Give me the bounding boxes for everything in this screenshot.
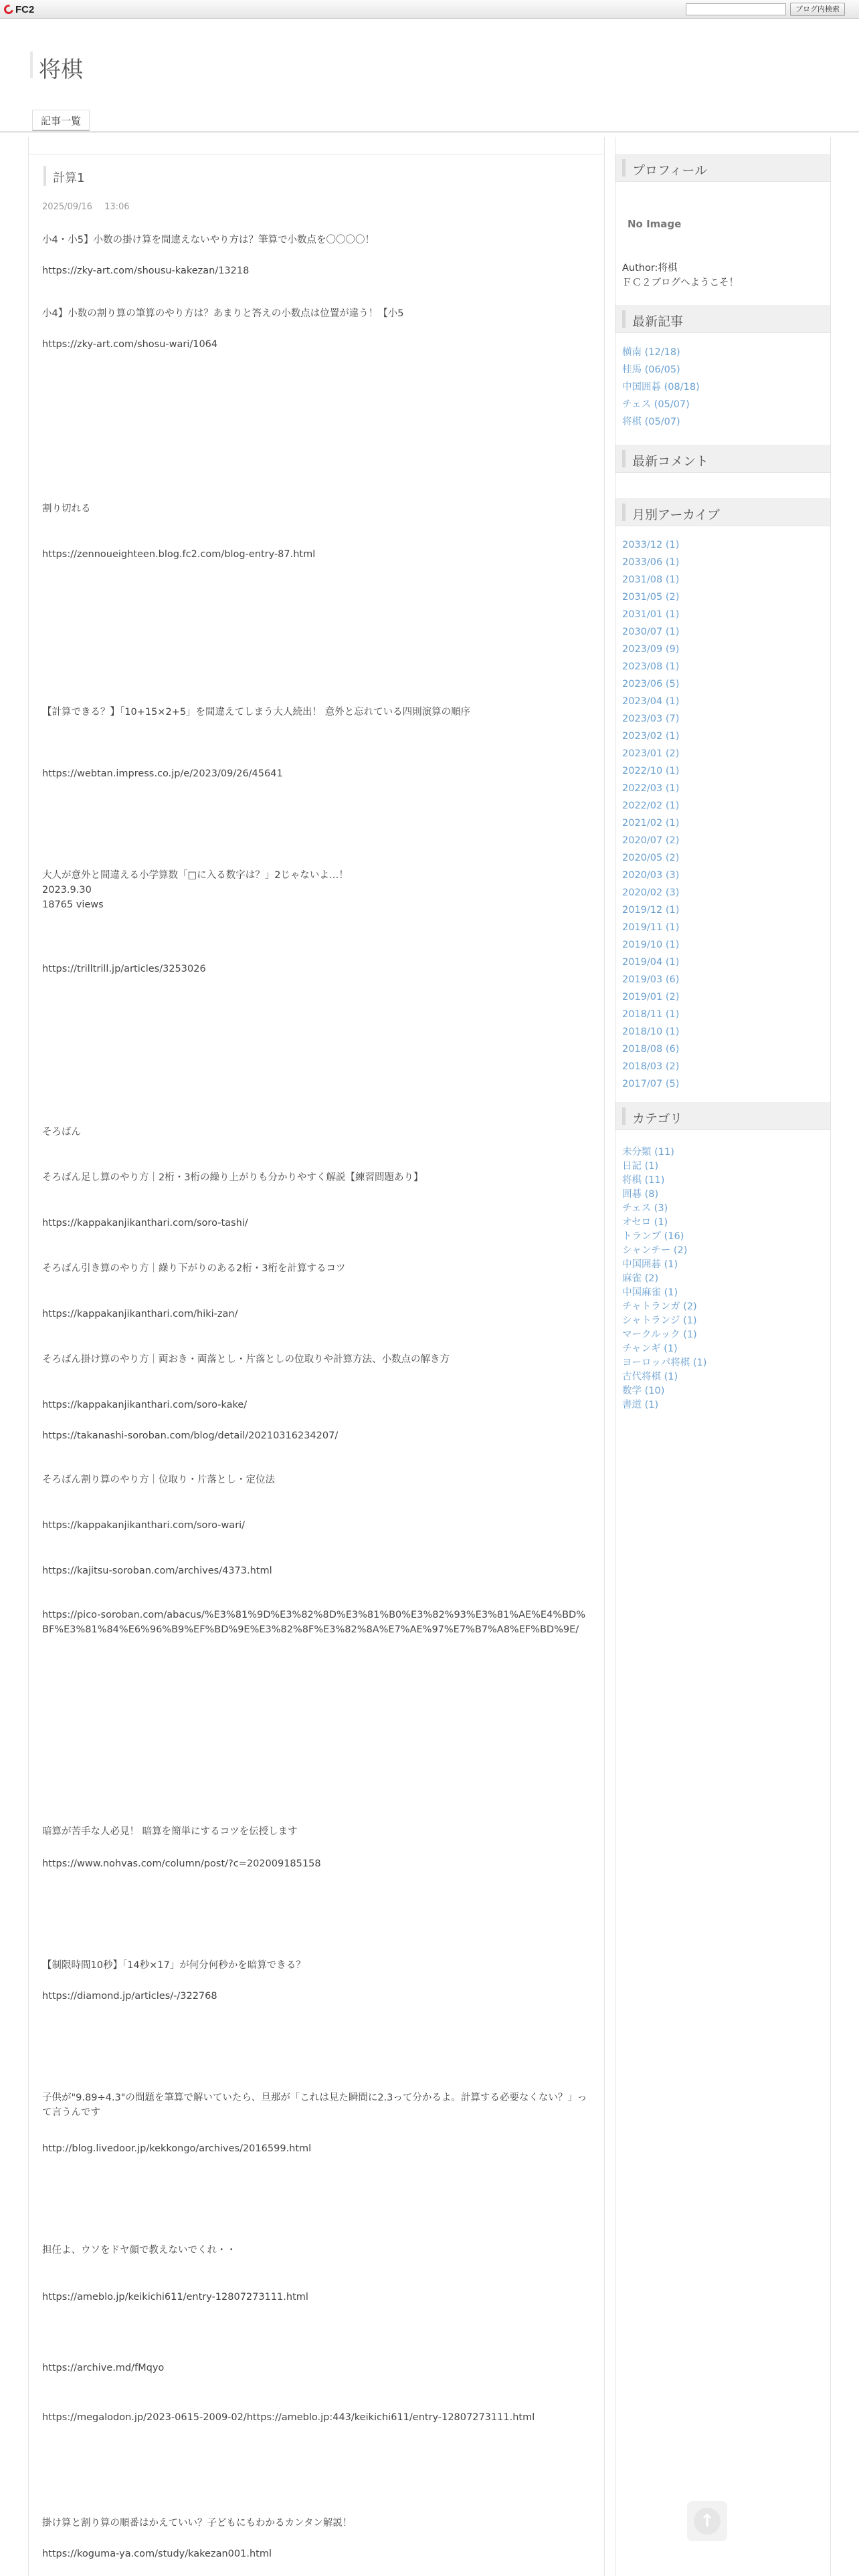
site-title[interactable]: 将棋 <box>39 56 83 82</box>
article-paragraph: そろばん掛け算のやり方｜両おき・両落とし・片落としの位取りや計算方法、小数点の解き方 <box>42 1354 450 1365</box>
archive-month-link[interactable]: 2033/12 (1) <box>622 540 680 550</box>
article-link[interactable]: https://webtan.impress.co.jp/e/2023/09/26/45641 <box>42 768 283 779</box>
article-paragraph: 18765 views <box>42 899 104 910</box>
category-link[interactable]: 囲碁 (8) <box>622 1189 659 1200</box>
archive-month-link[interactable]: 2018/03 (2) <box>622 1061 680 1072</box>
category-link[interactable]: 麻雀 (2) <box>622 1273 659 1284</box>
blog-search-input[interactable] <box>686 3 786 15</box>
category-link[interactable]: 古代将棋 (1) <box>622 1372 678 1382</box>
recent-comments-heading-text: 最新コメント <box>632 454 709 469</box>
fc2-logo-text: FC2 <box>15 3 35 15</box>
nav-tab-article-list[interactable]: 記事一覧 <box>32 110 90 132</box>
archive-month-link[interactable]: 2030/07 (1) <box>622 627 680 637</box>
archive-month-link[interactable]: 2021/02 (1) <box>622 818 680 829</box>
profile-welcome: ＦＣ２ブログへようこそ！ <box>622 278 739 288</box>
article-link[interactable]: https://takanashi-soroban.com/blog/detail/20210316234207/ <box>42 1430 339 1441</box>
archive-month-link[interactable]: 2020/07 (2) <box>622 835 680 846</box>
profile-heading-text: プロフィール <box>632 163 708 178</box>
article-link[interactable]: https://kajitsu-soroban.com/archives/4373.html <box>42 1566 272 1576</box>
heading-accent <box>622 310 626 328</box>
archive-month-link[interactable]: 2023/03 (7) <box>622 714 680 724</box>
article-paragraph: 担任よ、ウソをドヤ顔で教えないでくれ・・ <box>42 2245 236 2256</box>
main-content <box>28 137 605 2576</box>
archive-month-link[interactable]: 2019/11 (1) <box>622 922 680 933</box>
article-date-day: 2025/09/16 <box>42 202 92 212</box>
article-link[interactable]: https://koguma-ya.com/study/kakezan001.html <box>42 2549 272 2559</box>
archive-month-link[interactable]: 2022/02 (1) <box>622 800 680 811</box>
archive-month-link[interactable]: 2019/10 (1) <box>622 940 680 950</box>
archive-month-link[interactable]: 2019/04 (1) <box>622 957 680 968</box>
article-paragraph: そろばん <box>42 1127 81 1138</box>
category-link[interactable]: 中国麻雀 (1) <box>622 1287 678 1298</box>
archive-month-link[interactable]: 2018/10 (1) <box>622 1027 680 1037</box>
fc2-logo[interactable] <box>4 3 34 16</box>
article-title[interactable]: 計算1 <box>53 171 85 185</box>
article-link[interactable]: https://archive.md/fMqyo <box>42 2363 165 2373</box>
archive-month-link[interactable]: 2023/08 (1) <box>622 661 680 672</box>
article-paragraph: 2023.9.30 <box>42 885 92 895</box>
category-link[interactable]: ヨーロッパ将棋 (1) <box>622 1358 707 1368</box>
article-paragraph: 大人が意外と間違える小学算数「□に入る数字は？」2じゃないよ…！ <box>42 870 349 881</box>
category-link[interactable]: 書道 (1) <box>622 1400 659 1410</box>
category-link[interactable]: シャトランジ (1) <box>622 1315 697 1326</box>
archive-heading-text: 月別アーカイブ <box>632 508 720 522</box>
archive-month-link[interactable]: 2020/02 (3) <box>622 887 680 898</box>
article-link[interactable]: https://kappakanjikanthari.com/soro-kake/ <box>42 1400 248 1410</box>
category-link[interactable]: マークルック (1) <box>622 1329 697 1340</box>
profile-no-image: No Image <box>628 218 682 230</box>
recent-posts-list <box>622 344 823 431</box>
archive-month-link[interactable]: 2019/12 (1) <box>622 905 680 916</box>
archive-month-link[interactable]: 2031/05 (2) <box>622 592 680 603</box>
main-content-top-border <box>29 137 604 154</box>
archive-month-link[interactable]: 2023/02 (1) <box>622 731 680 742</box>
header-divider <box>0 131 859 133</box>
title-accent-bar <box>30 51 33 78</box>
article-paragraph: そろばん足し算のやり方｜2桁・3桁の繰り上がりも分かりやすく解説【練習問題あり】 <box>42 1172 423 1183</box>
article-paragraph: 小4・小5】小数の掛け算を間違えないやり方は？筆算で小数点を〇〇〇〇！ <box>42 235 375 245</box>
blog-header <box>0 19 859 133</box>
archive-month-link[interactable]: 2033/06 (1) <box>622 557 680 568</box>
article-paragraph: 子供が"9.89÷4.3"の問題を筆算で解いていたら、旦那が「これは見た瞬間に2.3って分かるよ。計算する必要なくない？」って言うんです <box>42 2092 587 2118</box>
article-link[interactable]: http://blog.livedoor.jp/kekkongo/archives/2016599.html <box>42 2143 312 2154</box>
article-link[interactable]: https://ameblo.jp/keikichi611/entry-12807273111.html <box>42 2292 308 2302</box>
article-link[interactable]: https://zky-art.com/shosu-wari/1064 <box>42 339 218 350</box>
archive-month-link[interactable]: 2020/05 (2) <box>622 853 680 863</box>
archive-heading <box>615 498 830 526</box>
archive-month-link[interactable]: 2018/11 (1) <box>622 1009 680 1020</box>
article-link[interactable]: https://zennoueighteen.blog.fc2.com/blog-entry-87.html <box>42 549 316 560</box>
recent-comments-heading <box>615 445 830 473</box>
recent-post-link[interactable]: 横南 (12/18) <box>622 347 680 358</box>
archive-month-link[interactable]: 2031/08 (1) <box>622 574 680 585</box>
category-link[interactable]: チェス (3) <box>622 1203 668 1214</box>
fc2-logo-icon <box>2 3 15 15</box>
recent-post-link[interactable]: 将棋 (05/07) <box>622 417 680 427</box>
article-link[interactable]: https://kappakanjikanthari.com/soro-wari/ <box>42 1520 246 1531</box>
article-link[interactable]: https://kappakanjikanthari.com/hiki-zan/ <box>42 1309 238 1319</box>
archive-month-link[interactable]: 2023/04 (1) <box>622 696 680 707</box>
article-date <box>42 202 139 212</box>
article-link[interactable]: https://trilltrill.jp/articles/3253026 <box>42 964 206 974</box>
category-link[interactable]: 数学 (10) <box>622 1386 665 1396</box>
article-paragraph: 掛け算と割り算の順番はかえていい？子どもにもわかるカンタン解説！ <box>42 2518 353 2529</box>
article-paragraph: 割り切れる <box>42 504 91 514</box>
recent-posts-heading <box>615 305 830 333</box>
category-list <box>622 1146 823 1412</box>
sidebar-top-border <box>615 137 830 154</box>
article-paragraph: そろばん引き算のやり方｜繰り下がりのある2桁・3桁を計算するコツ <box>42 1263 346 1274</box>
article-paragraph: 【計算できる？】「10+15×2+5」を間違えてしまう大人続出！ 意外と忘れている四則演算の順序 <box>42 707 471 718</box>
category-link[interactable]: 未分類 (11) <box>622 1147 674 1158</box>
article-date-time: 13:06 <box>104 202 130 212</box>
category-link[interactable]: トランプ (16) <box>622 1231 684 1242</box>
recent-posts-heading-text: 最新記事 <box>632 314 684 329</box>
heading-accent <box>622 159 626 177</box>
article-link[interactable]: https://kappakanjikanthari.com/soro-tashi/ <box>42 1218 248 1228</box>
category-link[interactable]: シャンチー (2) <box>622 1245 688 1256</box>
archive-month-link[interactable]: 2022/10 (1) <box>622 766 680 776</box>
scroll-to-top-button[interactable] <box>687 2501 727 2541</box>
arrow-up-icon: ↑ <box>694 2508 721 2535</box>
blog-search-button[interactable]: ブログ内検索 <box>790 3 845 16</box>
category-link[interactable]: オセロ (1) <box>622 1217 668 1228</box>
article-link[interactable]: https://diamond.jp/articles/-/322768 <box>42 1991 217 2002</box>
article-paragraph: そろばん割り算のやり方｜位取り・片落とし・定位法 <box>42 1475 275 1485</box>
profile-author: Author:将棋 <box>622 263 678 274</box>
archive-month-link[interactable]: 2017/07 (5) <box>622 1079 680 1089</box>
sidebar <box>615 137 831 2576</box>
recent-post-link[interactable]: 桂馬 (06/05) <box>622 364 680 375</box>
article-title-accent <box>43 166 46 186</box>
category-heading <box>615 1102 830 1130</box>
archive-month-link[interactable]: 2019/01 (2) <box>622 992 680 1002</box>
archive-month-link[interactable]: 2022/03 (1) <box>622 783 680 794</box>
category-heading-text: カテゴリ <box>632 1111 683 1126</box>
heading-accent <box>622 504 626 521</box>
recent-post-link[interactable]: チェス (05/07) <box>622 399 690 410</box>
archive-month-link[interactable]: 2020/03 (3) <box>622 870 680 881</box>
archive-list <box>622 536 823 1093</box>
heading-accent <box>622 1107 626 1125</box>
article-paragraph: 【制限時間10秒】「14秒×17」が何分何秒かを暗算できる？ <box>42 1960 306 1971</box>
fc2-topbar <box>0 0 859 19</box>
category-link[interactable]: 中国囲碁 (1) <box>622 1259 678 1270</box>
archive-month-link[interactable]: 2023/01 (2) <box>622 748 680 759</box>
article-link[interactable]: https://zky-art.com/shousu-kakezan/13218 <box>42 265 250 276</box>
article-link[interactable]: https://www.nohvas.com/column/post/?c=202009185158 <box>42 1858 321 1869</box>
category-link[interactable]: チャンギ (1) <box>622 1344 678 1354</box>
article-paragraph: 小4】小数の割り算の筆算のやり方は？あまりと答えの小数点は位置が違う！【小5 <box>42 308 404 319</box>
article-paragraph: 暗算が苦手な人必見！ 暗算を簡単にするコツを伝授します <box>42 1826 298 1837</box>
category-link[interactable]: 日記 (1) <box>622 1161 659 1172</box>
heading-accent <box>622 450 626 467</box>
recent-post-link[interactable]: 中国囲碁 (08/18) <box>622 382 700 393</box>
archive-month-link[interactable]: 2018/08 (6) <box>622 1044 680 1055</box>
profile-heading <box>615 154 830 182</box>
archive-month-link[interactable]: 2023/09 (9) <box>622 644 680 655</box>
category-link[interactable]: チャトランガ (2) <box>622 1301 697 1312</box>
archive-month-link[interactable]: 2019/03 (6) <box>622 974 680 985</box>
archive-month-link[interactable]: 2023/06 (5) <box>622 679 680 689</box>
article-link[interactable]: https://pico-soroban.com/abacus/%E3%81%9D%E3%82%8D%E3%81%B0%E3%82%93%E3%81%AE%E4%BD%BF%E3%81%84%E6%96%B9%EF%BD%9E%E3%82%8F%E3%82%8A%E7%AE%97%E7%B7%A8%EF%BD%9E/ <box>42 1610 585 1635</box>
category-link[interactable]: 将棋 (11) <box>622 1175 665 1186</box>
article-link[interactable]: https://megalodon.jp/2023-0615-2009-02/https://ameblo.jp:443/keikichi611/entry-12807273111.html <box>42 2412 535 2423</box>
archive-month-link[interactable]: 2031/01 (1) <box>622 609 680 620</box>
